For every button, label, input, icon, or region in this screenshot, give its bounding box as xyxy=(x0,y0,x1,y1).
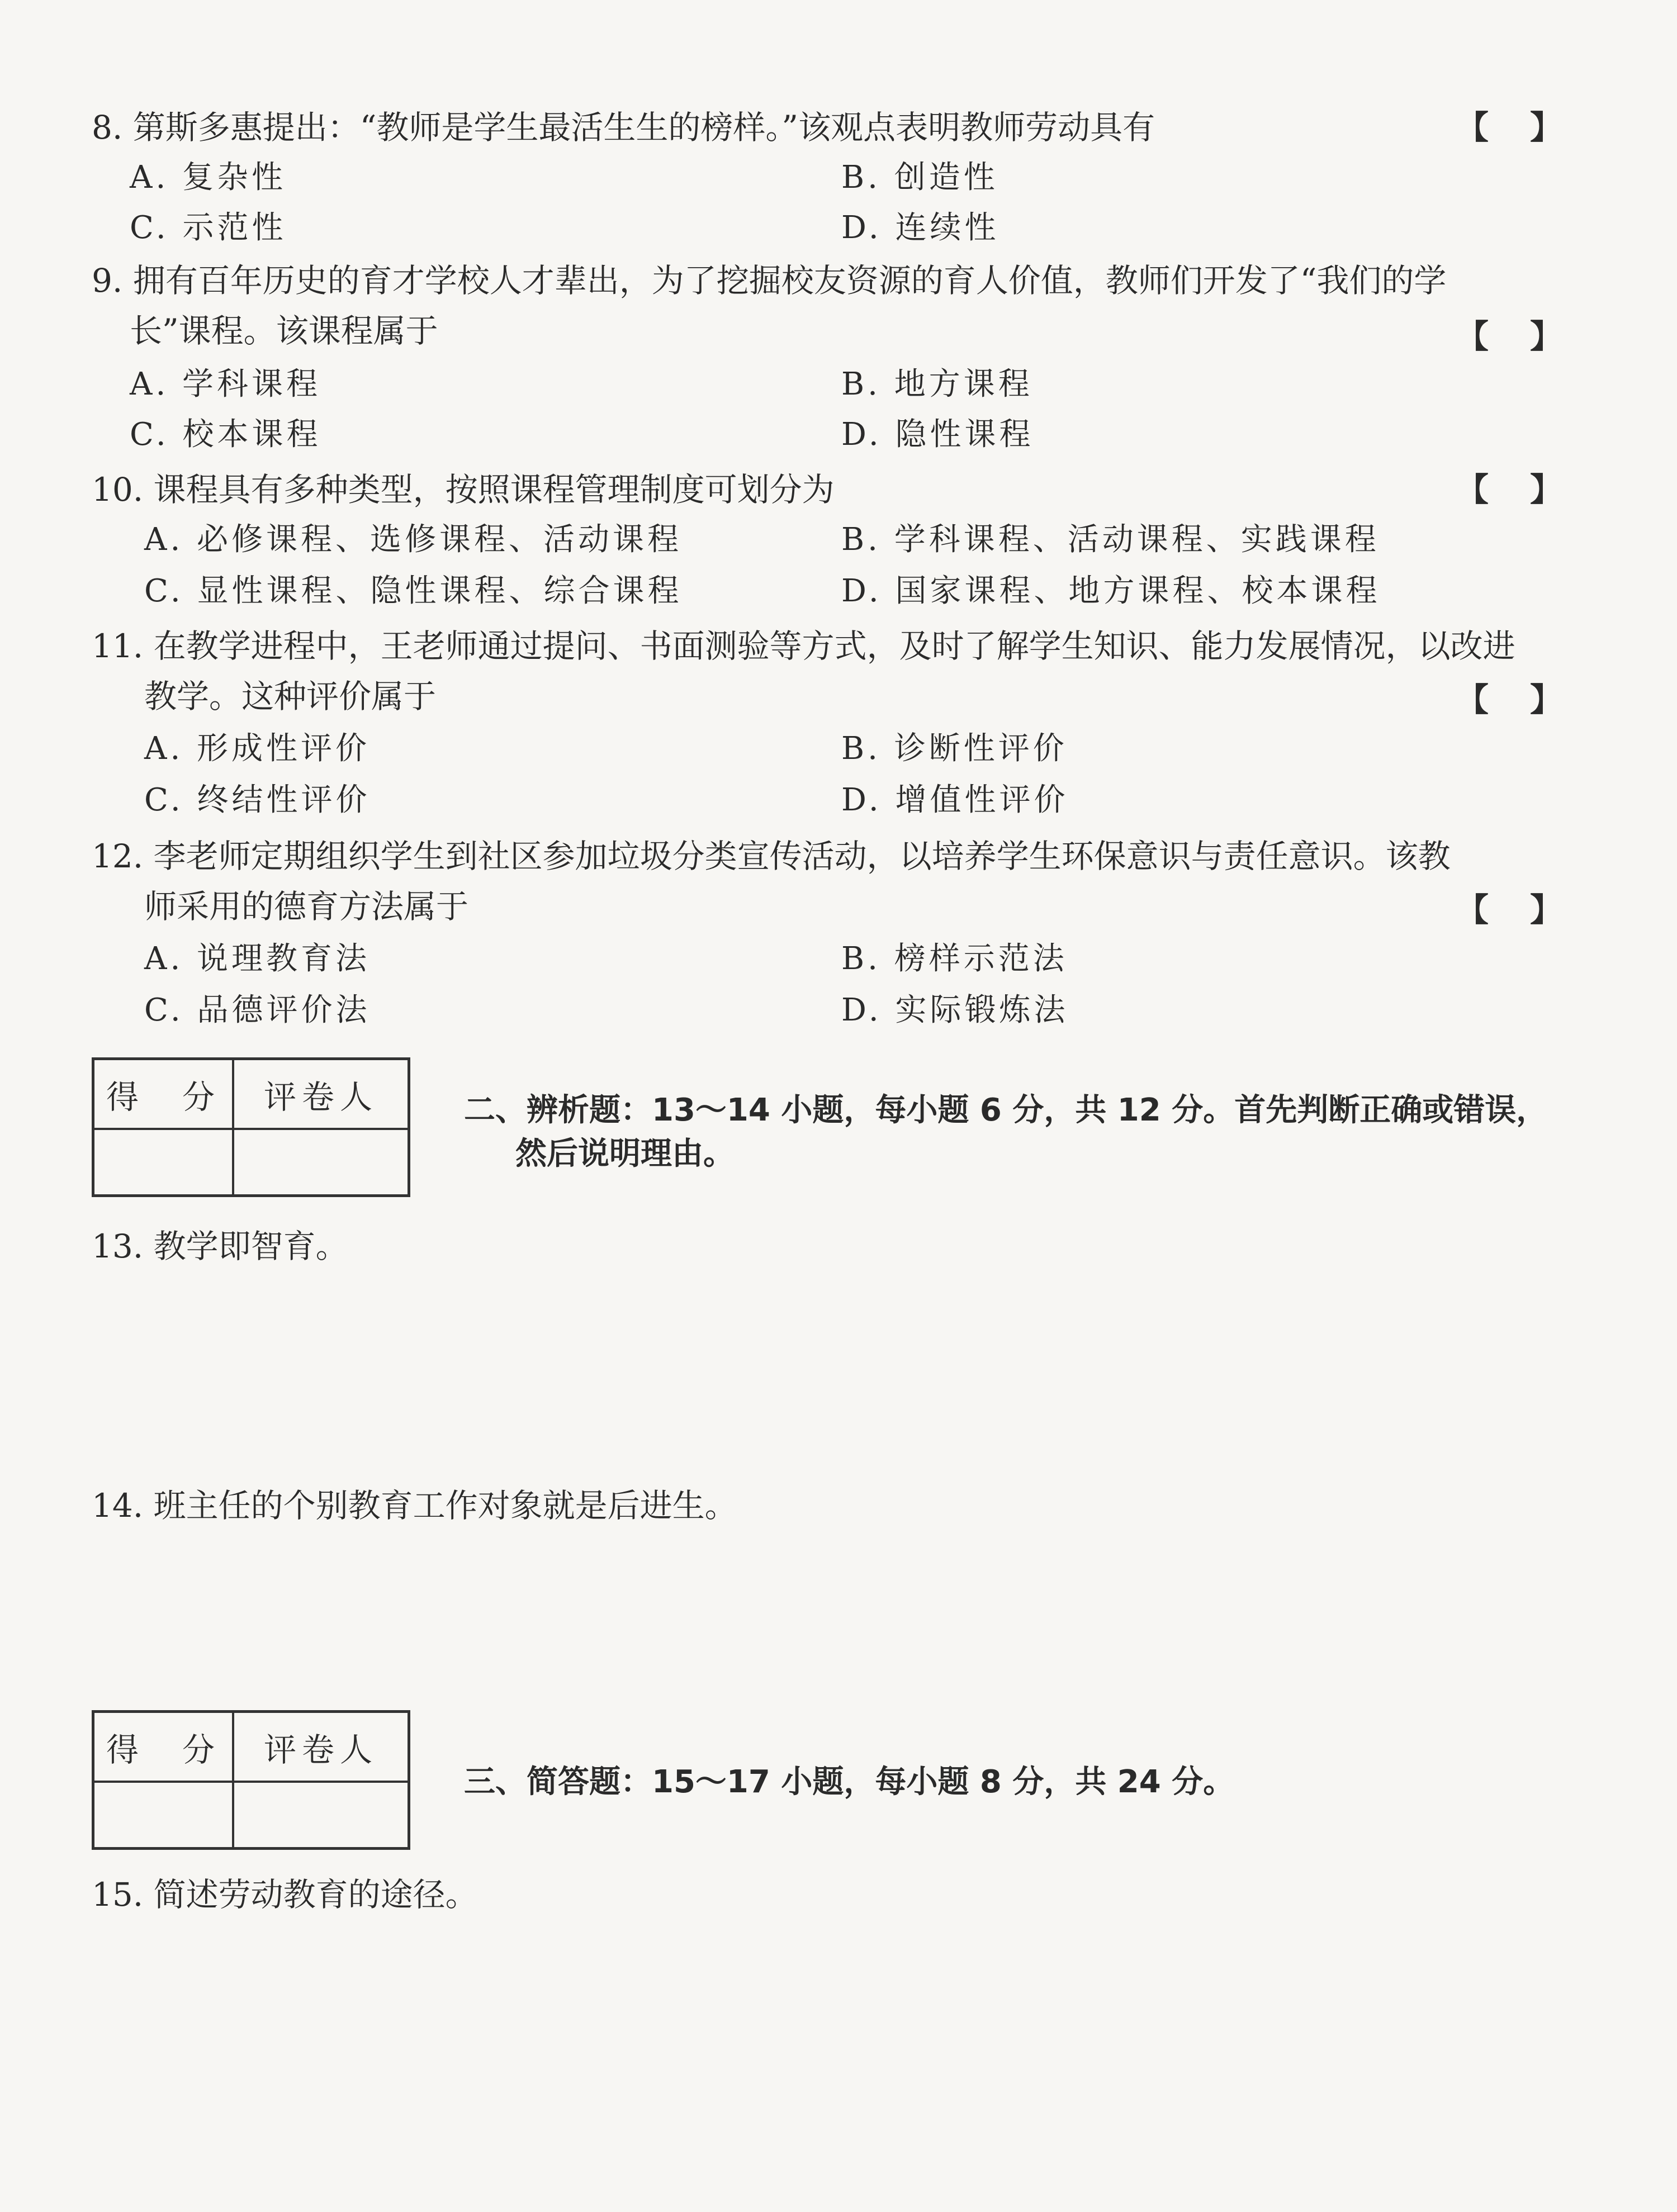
q11-stem-line2: 教学。这种评价属于 xyxy=(144,677,437,715)
q12-option-c[interactable]: C. 品德评价法 xyxy=(144,992,371,1028)
q10-option-b[interactable]: B. 学科课程、活动课程、实践课程 xyxy=(841,521,1380,558)
section3-heading: 三、简答题：15～17 小题，每小题 8 分，共 24 分。 xyxy=(464,1764,1235,1800)
q10-option-d[interactable]: D. 国家课程、地方课程、校本课程 xyxy=(841,573,1381,609)
q8-option-b[interactable]: B. 创造性 xyxy=(841,159,998,196)
q15-answer-area[interactable] xyxy=(92,1928,1567,2180)
section2-heading-line2: 然后说明理由。 xyxy=(515,1136,735,1172)
score-header: 得 分 xyxy=(94,1060,234,1130)
section3-score-table xyxy=(92,1710,410,1850)
section2-score-table xyxy=(92,1057,410,1197)
q9-option-c[interactable]: C. 校本课程 xyxy=(130,416,321,453)
q14-answer-area[interactable] xyxy=(92,1537,1567,1705)
grader-header: 评卷人 xyxy=(234,1713,408,1783)
bracket-close: 】 xyxy=(1529,891,1562,929)
section2-heading-line1: 二、辨析题：13～14 小题，每小题 6 分，共 12 分。首先判断正确或错误， xyxy=(464,1092,1548,1128)
q13-answer-area[interactable] xyxy=(92,1280,1567,1475)
q8-option-c[interactable]: C. 示范性 xyxy=(130,210,287,246)
q13-prompt: 13. 教学即智育。 xyxy=(92,1227,348,1265)
q12-option-a[interactable]: A. 说理教育法 xyxy=(144,941,371,977)
q11-option-a[interactable]: A. 形成性评价 xyxy=(144,730,371,767)
grader-cell[interactable] xyxy=(234,1783,408,1847)
q9-option-a[interactable]: A. 学科课程 xyxy=(130,366,321,402)
bracket-open: 【 xyxy=(1456,108,1489,146)
q10-option-c[interactable]: C. 显性课程、隐性课程、综合课程 xyxy=(144,573,683,609)
bracket-open: 【 xyxy=(1456,471,1489,509)
q12-answer-bracket[interactable] xyxy=(1456,887,1562,932)
bracket-open: 【 xyxy=(1456,681,1489,719)
q8-stem: 8. 第斯多惠提出：“教师是学生最活生生的榜样。”该观点表明教师劳动具有 xyxy=(92,108,1155,146)
bracket-open: 【 xyxy=(1456,891,1489,929)
q12-stem-line2: 师采用的德育方法属于 xyxy=(144,887,469,925)
q9-option-d[interactable]: D. 隐性课程 xyxy=(841,416,1034,453)
q9-option-b[interactable]: B. 地方课程 xyxy=(841,366,1033,402)
q10-option-a[interactable]: A. 必修课程、选修课程、活动课程 xyxy=(144,521,683,558)
grader-cell[interactable] xyxy=(234,1130,408,1194)
q9-stem-line2: 长”课程。该课程属于 xyxy=(130,312,438,350)
q11-option-c[interactable]: C. 终结性评价 xyxy=(144,782,371,818)
bracket-close: 】 xyxy=(1529,108,1562,146)
bracket-open: 【 xyxy=(1456,317,1489,355)
q8-answer-bracket[interactable] xyxy=(1456,105,1562,150)
bracket-close: 】 xyxy=(1529,471,1562,509)
q11-answer-bracket[interactable] xyxy=(1456,677,1562,722)
q9-answer-bracket[interactable] xyxy=(1456,314,1562,359)
score-header: 得 分 xyxy=(94,1713,234,1783)
score-cell[interactable] xyxy=(94,1130,234,1194)
q11-option-d[interactable]: D. 增值性评价 xyxy=(841,782,1069,818)
q11-stem-line1: 11. 在教学进程中，王老师通过提问、书面测验等方式，及时了解学生知识、能力发展情况，以改进 xyxy=(92,627,1515,665)
q14-prompt: 14. 班主任的个别教育工作对象就是后进生。 xyxy=(92,1487,737,1525)
score-cell[interactable] xyxy=(94,1783,234,1847)
q10-stem: 10. 课程具有多种类型，按照课程管理制度可划分为 xyxy=(92,471,835,509)
q11-option-b[interactable]: B. 诊断性评价 xyxy=(841,730,1068,767)
q10-answer-bracket[interactable] xyxy=(1456,467,1562,512)
bracket-close: 】 xyxy=(1529,681,1562,719)
grader-header: 评卷人 xyxy=(234,1060,408,1130)
q8-option-d[interactable]: D. 连续性 xyxy=(841,210,999,246)
q9-stem-line1: 9. 拥有百年历史的育才学校人才辈出，为了挖掘校友资源的育人价值，教师们开发了“我们的学 xyxy=(92,262,1447,300)
q8-option-a[interactable]: A. 复杂性 xyxy=(130,159,287,196)
q12-option-d[interactable]: D. 实际锻炼法 xyxy=(841,992,1069,1028)
q12-option-b[interactable]: B. 榜样示范法 xyxy=(841,941,1068,977)
q12-stem-line1: 12. 李老师定期组织学生到社区参加垃圾分类宣传活动，以培养学生环保意识与责任意识。该教 xyxy=(92,837,1451,875)
q15-prompt: 15. 简述劳动教育的途径。 xyxy=(92,1876,478,1914)
bracket-close: 】 xyxy=(1529,317,1562,355)
